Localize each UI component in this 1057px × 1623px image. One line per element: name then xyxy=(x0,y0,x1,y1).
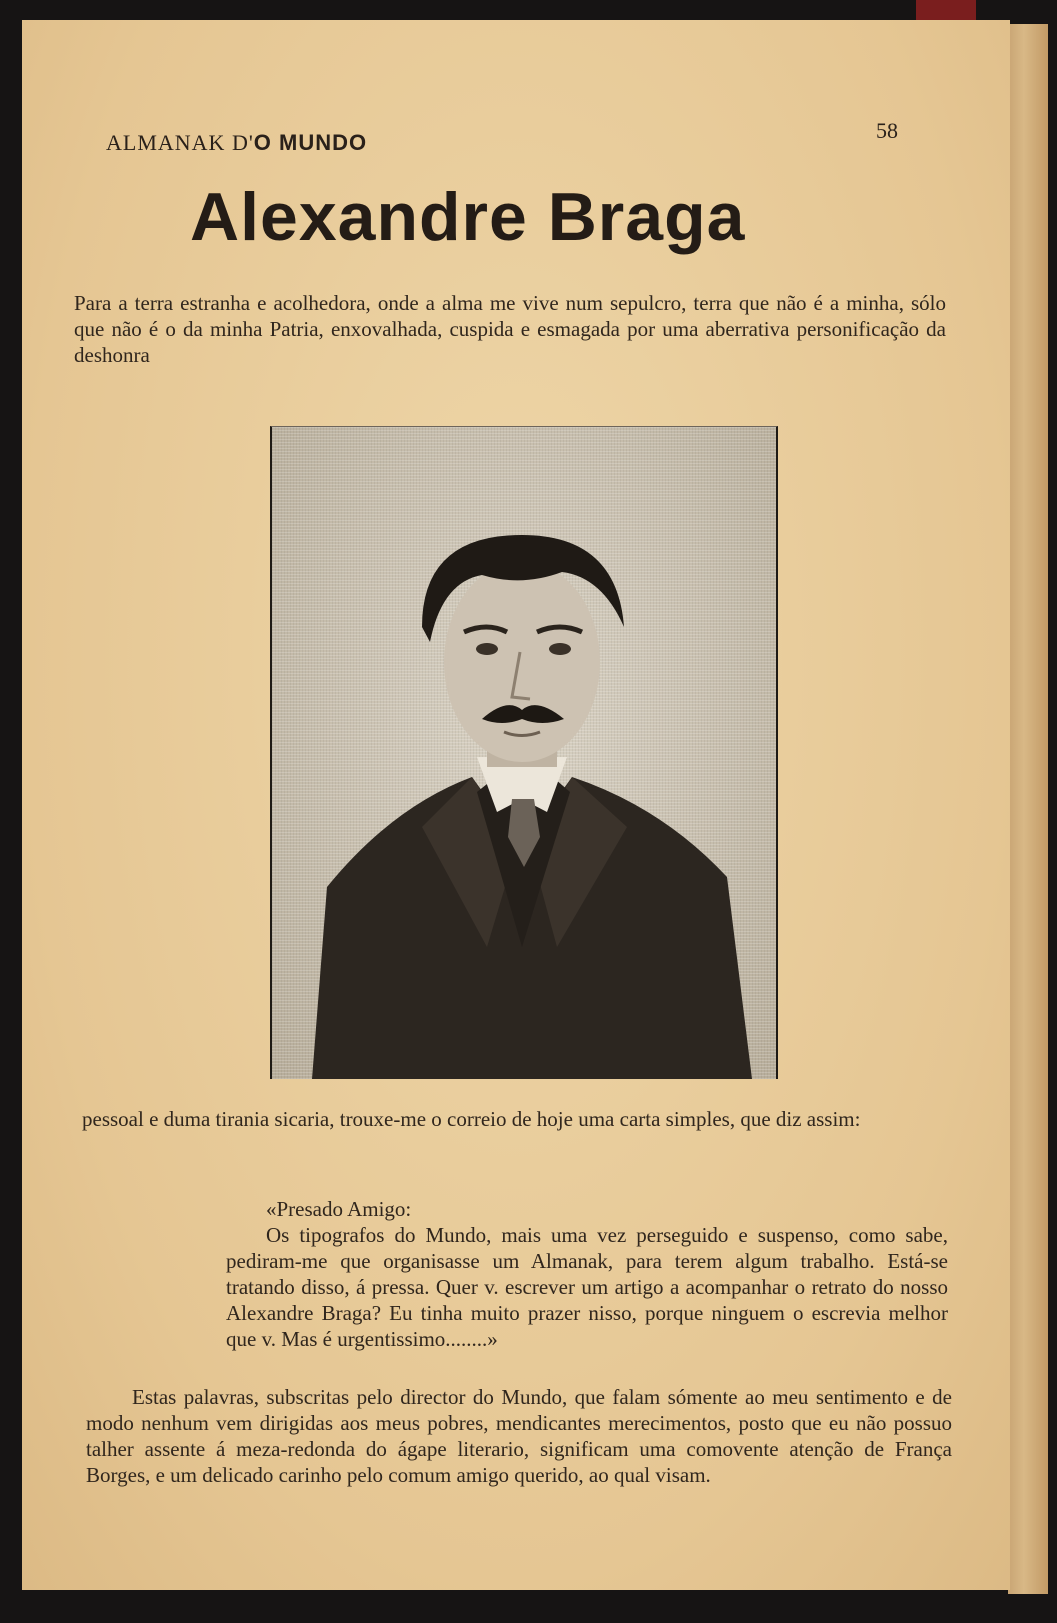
page-header xyxy=(84,118,904,158)
page-edge xyxy=(1008,24,1048,1594)
body-paragraph-2-text: Estas palavras, subscritas pelo director do Mundo, que falam sómente ao meu sentimento e de modo nenhum vem dirigidas aos meus pobres, mendicantes merecimentos, posto que eu não possuo talher assente á meza-redonda do ágape literario, significam uma comovente atenção de França Borges, e um delicado carinho pelo comum amigo querido, ao qual visam. xyxy=(86,1385,952,1487)
body-paragraph-1-text: pessoal e duma tirania sicaria, trouxe-me o correio de hoje uma carta simples, que diz assim: xyxy=(82,1107,861,1131)
running-title xyxy=(106,130,367,156)
page-number: 58 xyxy=(876,118,898,143)
portrait-illustration xyxy=(272,427,776,1079)
intro-paragraph xyxy=(74,290,946,368)
portrait-photo xyxy=(270,426,778,1079)
running-title-prefix: ALMANAK D' xyxy=(106,130,254,155)
letter-greeting: «Presado Amigo: xyxy=(266,1197,412,1221)
quoted-letter xyxy=(226,1196,948,1352)
portrait-face xyxy=(444,562,600,762)
body-paragraph-2 xyxy=(86,1384,952,1488)
body-paragraph-1 xyxy=(82,1106,948,1132)
running-title-bold: O MUNDO xyxy=(253,130,368,155)
letter-text: Os tipografos do Mundo, mais uma vez perseguido e suspenso, como sabe, pediram-me que organisasse um Almanak, para terem algum trabalho. Está-se tratando disso, á pressa. Quer v. escrever um artigo a acompanhar o retrato do nosso Alexandre Braga? Eu tinha muito prazer nisso, porque ninguem o escrevia melhor que v. Mas é urgentissimo........» xyxy=(226,1223,948,1351)
portrait-eye-right xyxy=(549,643,571,655)
portrait-eye-left xyxy=(476,643,498,655)
top-edge-accent xyxy=(916,0,976,20)
page-title: Alexandre Braga xyxy=(190,179,746,255)
intro-text: Para a terra estranha e acolhedora, onde a alma me vive num sepulcro, terra que não é a minha, sólo que não é o da minha Patria, enxovalhada, cuspida e esmagada por uma aberrativa personificação da deshonra xyxy=(74,291,946,367)
